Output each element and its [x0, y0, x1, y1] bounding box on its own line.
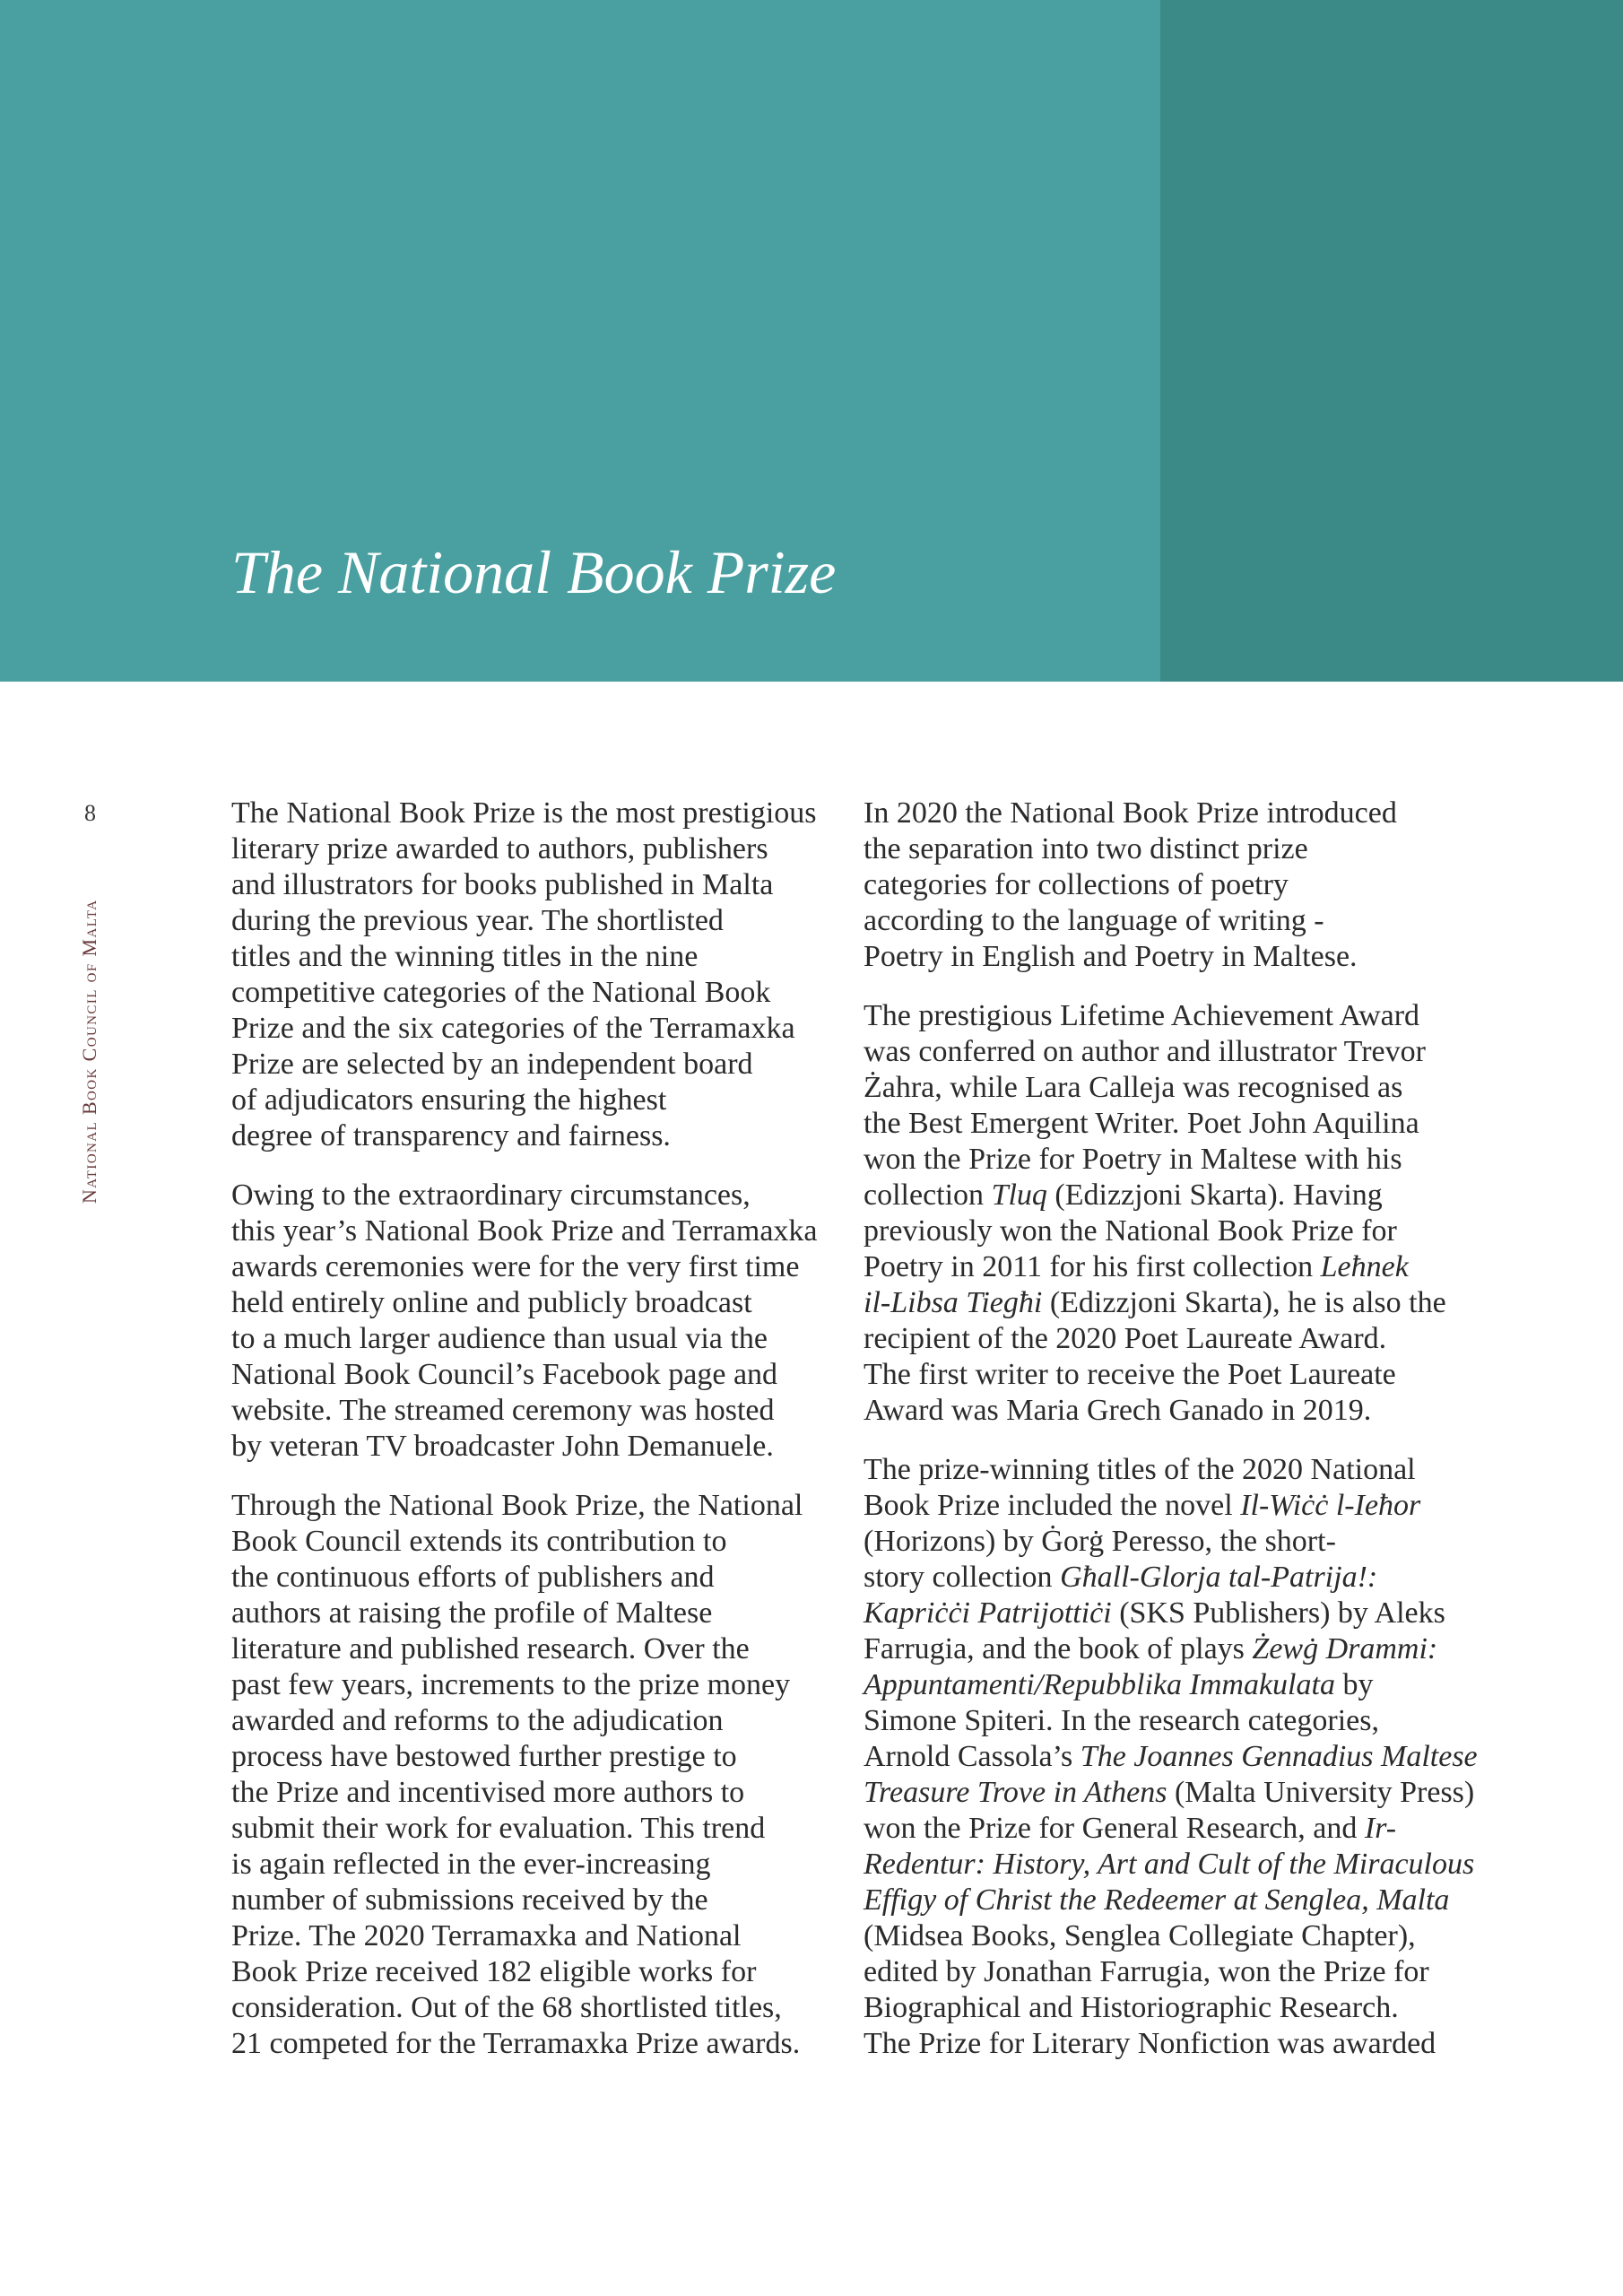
text-line: previously won the National Book Prize for [864, 1214, 1397, 1248]
paragraph [231, 1178, 850, 1465]
text-run: Farrugia, and the book of plays [864, 1632, 1253, 1665]
text-run: Book Prize included the novel [864, 1489, 1241, 1522]
text-line: (Horizons) by Ġorġ Peresso, the short- [864, 1525, 1336, 1558]
italic-title-run: Żewġ Drammi: [1252, 1632, 1438, 1665]
italic-title-run: Ir- [1364, 1812, 1397, 1845]
text-line: awarded and reforms to the adjudication [231, 1704, 724, 1737]
text-line: Poetry in English and Poetry in Maltese. [864, 940, 1358, 973]
text-line: according to the language of writing - [864, 904, 1324, 937]
paragraph [864, 1452, 1545, 2062]
text-line [864, 1560, 1545, 1596]
text-line: National Book Council’s Facebook page and [231, 1358, 778, 1391]
running-title: National Book Council of Malta [78, 899, 100, 1204]
text-line: the Prize and incentivised more authors to [231, 1776, 745, 1809]
text-line: and illustrators for books published in Malta [231, 868, 774, 901]
page-title: The National Book Prize [231, 538, 837, 606]
text-line [864, 1883, 1545, 1918]
text-line: (Midsea Books, Senglea Collegiate Chapter), [864, 1919, 1416, 1952]
paragraph [864, 796, 1545, 975]
text-line: Żahra, while Lara Calleja was recognised as [864, 1071, 1403, 1104]
text-line: Award was Maria Grech Ganado in 2019. [864, 1394, 1372, 1427]
text-line: 21 competed for the Terramaxka Prize awards. [231, 2027, 801, 2060]
text-line: literary prize awarded to authors, publishers [231, 832, 768, 865]
text-line: by veteran TV broadcaster John Demanuele. [231, 1430, 774, 1463]
text-line: awards ceremonies were for the very first time [231, 1250, 800, 1283]
text-run: Poetry in 2011 for his first collection [864, 1250, 1321, 1283]
text-line: In 2020 the National Book Prize introduced [864, 796, 1397, 830]
text-line: literature and published research. Over the [231, 1632, 750, 1665]
text-line: consideration. Out of the 68 shortlisted titles, [231, 1991, 782, 2024]
text-line [864, 1667, 1545, 1703]
text-line: past few years, increments to the prize money [231, 1668, 791, 1701]
text-line: categories for collections of poetry [864, 868, 1289, 901]
text-line: Through the National Book Prize, the National [231, 1489, 803, 1522]
text-run: (Malta University Press) [1167, 1776, 1475, 1809]
header-accent-panel [1160, 0, 1623, 682]
text-line [864, 1285, 1545, 1321]
italic-title-run: Treasure Trove in Athens [864, 1776, 1167, 1809]
italic-title-run: The Joannes Gennadius Maltese [1080, 1740, 1478, 1773]
text-line: The prize-winning titles of the 2020 National [864, 1453, 1416, 1486]
text-line: The Prize for Literary Nonfiction was awarded [864, 2027, 1436, 2060]
text-run: won the Prize for General Research, and [864, 1812, 1365, 1845]
text-line: held entirely online and publicly broadcast [231, 1286, 752, 1319]
italic-title-run: Kapriċċi Patrijottiċi [864, 1596, 1112, 1630]
text-run: by [1334, 1668, 1374, 1701]
text-line: The National Book Prize is the most prestigious [231, 796, 817, 830]
text-line [864, 1249, 1545, 1285]
text-line: competitive categories of the National Book [231, 976, 771, 1009]
text-line: this year’s National Book Prize and Terramaxka [231, 1214, 818, 1248]
text-line: was conferred on author and illustrator Trevor [864, 1035, 1426, 1068]
paragraph [231, 796, 850, 1154]
text-line: the continuous efforts of publishers and [231, 1561, 715, 1594]
column-right [864, 796, 1545, 2085]
text-run: story collection [864, 1561, 1061, 1594]
text-line: The prestigious Lifetime Achievement Award [864, 999, 1420, 1032]
text-line: is again reflected in the ever-increasing [231, 1848, 711, 1881]
text-line: authors at raising the profile of Maltese [231, 1596, 713, 1630]
text-line [864, 1488, 1545, 1524]
column-left [231, 796, 850, 2085]
text-line: of adjudicators ensuring the highest [231, 1083, 667, 1117]
italic-title-run: il-Libsa Tiegħi [864, 1286, 1043, 1319]
paragraph [864, 998, 1545, 1429]
text-line: degree of transparency and fairness. [231, 1119, 671, 1152]
text-line: Book Prize received 182 eligible works for [231, 1955, 757, 1988]
text-line: the separation into two distinct prize [864, 832, 1308, 865]
text-line: Prize and the six categories of the Terramaxka [231, 1012, 795, 1045]
italic-title-run: Għall-Glorja tal-Patrija!: [1060, 1561, 1378, 1594]
text-line: Simone Spiteri. In the research categories, [864, 1704, 1379, 1737]
text-line: during the previous year. The shortlisted [231, 904, 724, 937]
text-line [864, 1811, 1545, 1847]
text-line: to a much larger audience than usual via the [231, 1322, 768, 1355]
italic-title-run: Redentur: History, Art and Cult of the Miraculous [864, 1848, 1475, 1881]
page-number: 8 [84, 800, 96, 826]
text-line: edited by Jonathan Farrugia, won the Prize for [864, 1955, 1429, 1988]
text-line [864, 1631, 1545, 1667]
italic-title-run: Appuntamenti/Repubblika Immakulata [864, 1668, 1335, 1701]
text-line: the Best Emergent Writer. Poet John Aquilina [864, 1107, 1419, 1140]
text-run: (Edizzjoni Skarta). Having [1046, 1178, 1383, 1212]
text-line: won the Prize for Poetry in Maltese with his [864, 1143, 1402, 1176]
text-line [864, 1596, 1545, 1631]
italic-title-run: Tluq [991, 1178, 1047, 1212]
text-line: The first writer to receive the Poet Laureate [864, 1358, 1396, 1391]
text-line: website. The streamed ceremony was hosted [231, 1394, 775, 1427]
text-line [864, 1739, 1545, 1775]
text-line: Biographical and Historiographic Research. [864, 1991, 1399, 2024]
text-run: collection [864, 1178, 992, 1212]
text-line: submit their work for evaluation. This trend [231, 1812, 766, 1845]
text-line: Prize are selected by an independent board [231, 1048, 753, 1081]
text-run: (Edizzjoni Skarta), he is also the [1042, 1286, 1446, 1319]
text-line: Book Council extends its contribution to [231, 1525, 727, 1558]
text-line [864, 1178, 1545, 1213]
text-run: (SKS Publishers) by Aleks [1111, 1596, 1445, 1630]
text-line: Owing to the extraordinary circumstances, [231, 1178, 751, 1212]
italic-title-run: Effigy of Christ the Redeemer at Senglea, Malta [864, 1883, 1450, 1917]
text-line: number of submissions received by the [231, 1883, 708, 1917]
text-line: Prize. The 2020 Terramaxka and National [231, 1919, 742, 1952]
italic-title-run: Il-Wiċċ l-Ieħor [1240, 1489, 1421, 1522]
text-run: Arnold Cassola’s [864, 1740, 1081, 1773]
text-line [864, 1847, 1545, 1883]
text-line: recipient of the 2020 Poet Laureate Award. [864, 1322, 1387, 1355]
italic-title-run: Leħnek [1320, 1250, 1409, 1283]
text-line [864, 1775, 1545, 1811]
text-line: titles and the winning titles in the nine [231, 940, 699, 973]
paragraph [231, 1488, 850, 2062]
text-line: process have bestowed further prestige to [231, 1740, 737, 1773]
